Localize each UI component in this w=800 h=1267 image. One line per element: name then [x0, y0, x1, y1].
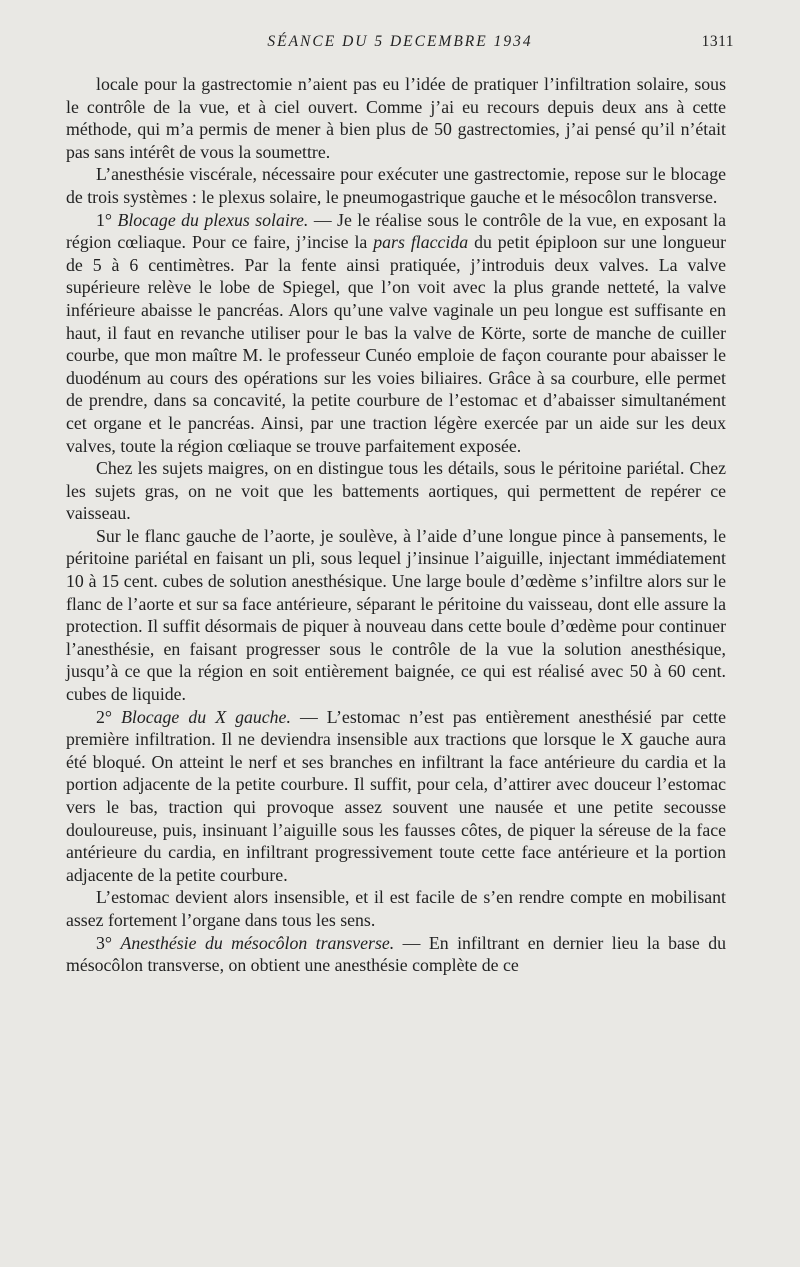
- paragraph-text: — L’estomac n’est pas entièrement anesthésié par cette première infiltration. Il ne deviendra insensible aux tractions que lorsque le X gauche aura été bloqué. On atteint le nerf et ses branches en infiltrant la face antérieure du cardia et la portion adjacente de la petite courbure. Il suffit, pour cela, d’attirer avec douceur l’estomac vers le bas, traction qui provoque assez souvent une nausée et une petite secousse douloureuse, puis, insinuant l’aiguille sous les fausses côtes, de piquer la séreuse de la face antérieure du cardia, en infiltrant progressivement toute cette face antérieure et la portion adjacente de la petite courbure.: [66, 706, 726, 885]
- section-number: 2°: [96, 706, 113, 727]
- page-number: 1311: [701, 33, 734, 50]
- latin-term: pars flaccida: [373, 232, 469, 253]
- paragraph: L’estomac devient alors insensible, et il est facile de s’en rendre compte en mobilisant assez fortement l’organe dans tous les sens.: [66, 887, 726, 930]
- section-number: 1°: [96, 209, 113, 230]
- section-heading: Anesthésie du mésocôlon transverse.: [120, 932, 395, 953]
- paragraph: [66, 706, 726, 887]
- section-heading: Blocage du X gauche.: [121, 706, 291, 727]
- paragraph: [66, 209, 726, 458]
- paragraph: [66, 932, 726, 977]
- paragraph: L’anesthésie viscérale, nécessaire pour exécuter une gastrectomie, repose sur le blocage de trois systèmes : le plexus solaire, le pneumogastrique gauche et le mésocôlon transverse.: [66, 164, 726, 207]
- body-text: [66, 73, 726, 977]
- paragraph: locale pour la gastrectomie n’aient pas eu l’idée de pratiquer l’infiltration solaire, sous le contrôle de la vue, et à ciel ouvert. Comme j’ai eu recours depuis deux ans à cette méthode, qui m’a permis de mener à bien plus de 50 gastrectomies, j’ai pensé qu’il n’était pas sans intérêt de vous la soumettre.: [66, 74, 726, 162]
- paragraph: Chez les sujets maigres, on en distingue tous les détails, sous le péritoine pariétal. Chez les sujets gras, on ne voit que les battements aortiques, qui permettent de repérer ce vaisseau.: [66, 458, 726, 524]
- section-heading: Blocage du plexus solaire.: [117, 209, 309, 230]
- running-title: SÉANCE DU 5 DECEMBRE 1934: [267, 33, 533, 50]
- running-header: [66, 33, 734, 55]
- section-number: 3°: [96, 932, 113, 953]
- paragraph: Sur le flanc gauche de l’aorte, je soulève, à l’aide d’une longue pince à pansements, le péritoine pariétal en faisant un pli, sous lequel j’insinue l’aiguille, injectant immédiatement 10 à 15 cent. cubes de solution anesthésique. Une large boule d’œdème s’infiltre alors sur le flanc de l’aorte et sur sa face antérieure, séparant le péritoine du vaisseau, dont elle assure la protection. Il suffit désormais de piquer à nouveau dans cette boule d’œdème pour continuer l’anesthésie, en faisant progresser sous le contrôle de la vue la solution anesthésique, jusqu’à ce que la région en soit entièrement baignée, ce qui est réalisé avec 50 à 60 cent. cubes de liquide.: [66, 525, 726, 705]
- paragraph-text: — Je le réalise sous le contrôle de la vue, en exposant la région cœliaque. Pour ce faire, j’incise la: [66, 209, 727, 253]
- paragraph-text: — En infiltrant en dernier lieu la base du mésocôlon transverse, on obtient une anesthésie complète de ce: [66, 932, 726, 976]
- paragraph-text: du petit épiploon sur une longueur de 5 à 6 centimètres. Par la fente ainsi pratiquée, j’introduis deux valves. La valve supérieure relève le lobe de Spiegel, que l’on voit avec la plus grande netteté, la valve inférieure abaisse le pancréas. Alors qu’une valve vaginale un peu longue est suffisante en haut, il faut en revanche utiliser pour le bas la valve de Körte, sorte de manche de cuiller courbe, que mon maître M. le professeur Cunéo emploie de façon courante pour abaisser le duodénum au cours des opérations sur les voies biliaires. Grâce à sa courbure, elle permet de prendre, dans sa concavité, la petite courbure de l’estomac et d’abaisser simultanément cet organe et le pancréas. Ainsi, par une traction légère exercée par un aide sur les deux valves, toute la région cœliaque se trouve parfaitement exposée.: [66, 232, 727, 456]
